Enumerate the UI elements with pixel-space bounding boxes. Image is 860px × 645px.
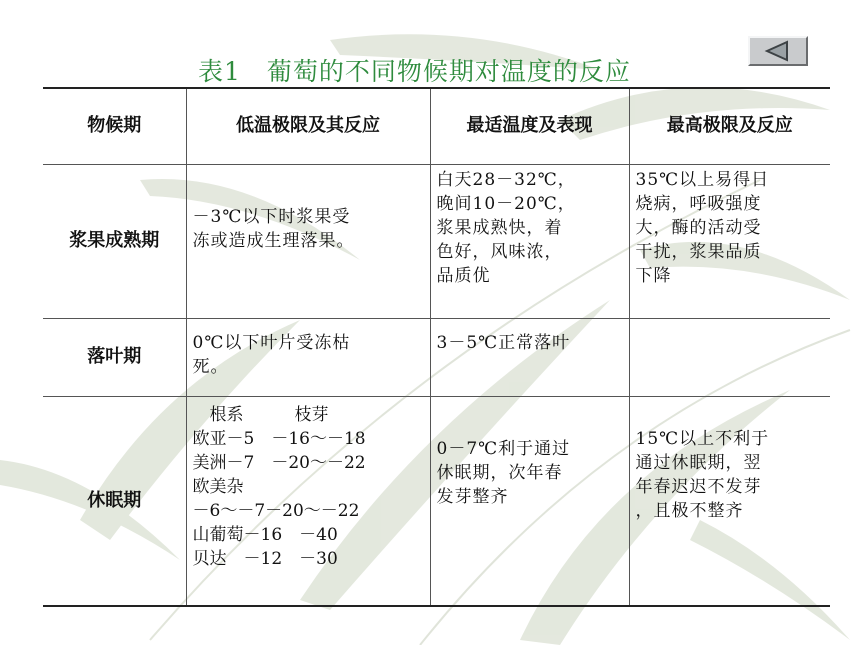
optimal-text: 白天28－32℃， 晚间10－20℃， 浆果成熟快，着 色好，风味浓， 品质优 xyxy=(436,169,576,286)
header-low-limit: 低温极限及其反应 xyxy=(186,88,430,164)
low-limit-text: 根系 枝芽 欧亚－5 －16～－18 美洲－7 －20～－22 欧美杂 －6～－7－20～－22 山葡萄－16 －40 贝达 －12 －30 xyxy=(192,404,366,569)
header-high-limit: 最高极限及反应 xyxy=(629,88,830,164)
optimal-cell xyxy=(430,164,629,318)
high-limit-text: 15℃以上不利于 通过休眠期，翌 年春迟迟不发芽 ，且极不整齐 xyxy=(635,428,770,521)
low-limit-text: 0℃以下叶片受冻枯 死。 xyxy=(192,332,351,377)
high-limit-cell xyxy=(629,396,830,606)
optimal-cell xyxy=(430,396,629,606)
stage-cell: 浆果成熟期 xyxy=(43,164,186,318)
slide-title: 表1 葡萄的不同物候期对温度的反应 xyxy=(198,57,631,86)
low-limit-cell xyxy=(186,396,430,606)
back-triangle-icon xyxy=(750,38,806,64)
optimal-text: 0－7℃利于通过 休眠期，次年春 发芽整齐 xyxy=(436,438,571,507)
table-header-row xyxy=(43,88,830,164)
stage-cell: 落叶期 xyxy=(43,318,186,396)
low-limit-cell xyxy=(186,164,430,318)
phenology-temperature-table xyxy=(43,87,830,607)
low-limit-cell xyxy=(186,318,430,396)
stage-cell: 休眠期 xyxy=(43,396,186,606)
optimal-cell xyxy=(430,318,629,396)
high-limit-cell xyxy=(629,318,830,396)
low-limit-text: －3℃以下时浆果受 冻或造成生理落果。 xyxy=(192,206,355,251)
back-button[interactable] xyxy=(748,36,808,66)
header-optimal: 最适温度及表现 xyxy=(430,88,629,164)
optimal-text: 3－5℃正常落叶 xyxy=(436,332,571,353)
high-limit-text: 35℃以上易得日 烧病，呼吸强度 大，酶的活动受 干扰，浆果品质 下降 xyxy=(635,169,770,286)
table-row xyxy=(43,396,830,606)
high-limit-cell xyxy=(629,164,830,318)
table-row xyxy=(43,164,830,318)
table-row xyxy=(43,318,830,396)
header-stage: 物候期 xyxy=(43,88,186,164)
